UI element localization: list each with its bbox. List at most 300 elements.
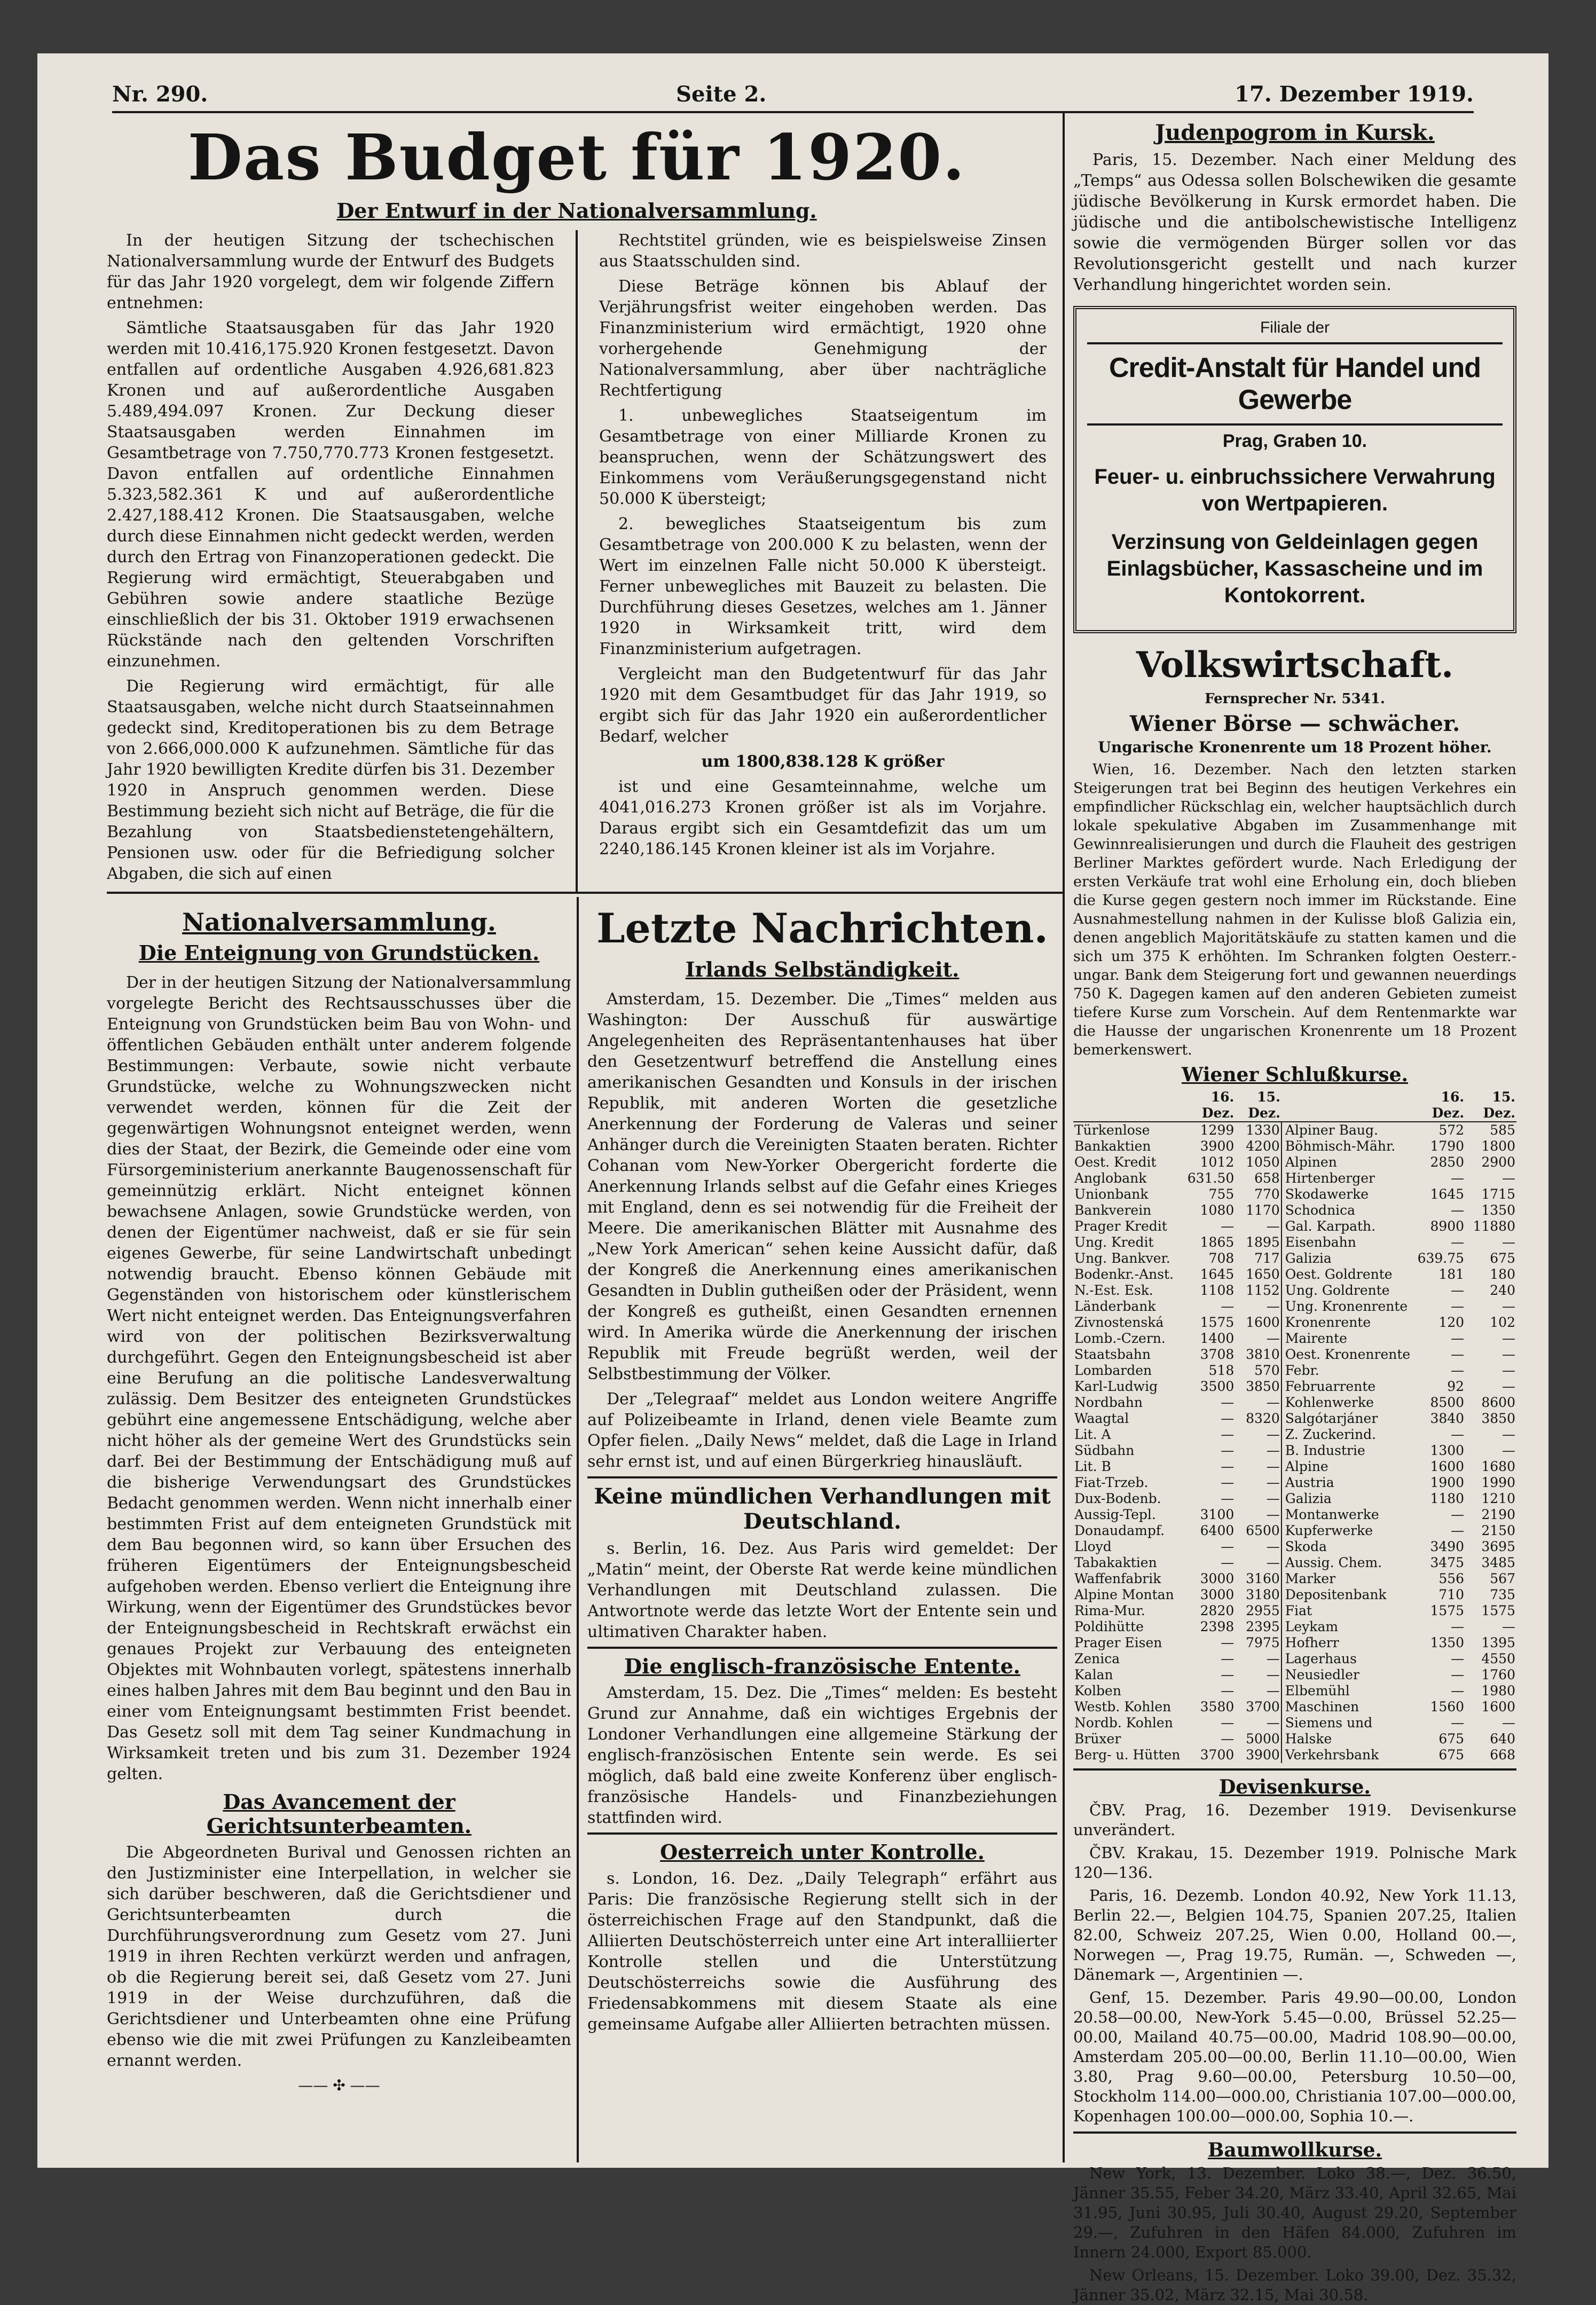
- kurse-value: 1210: [1481, 1491, 1515, 1506]
- kurse-header: 16. Dez.: [1181, 1089, 1235, 1122]
- kurse-value: 1400: [1200, 1331, 1235, 1346]
- kurse-value: —: [1502, 1619, 1515, 1634]
- kurse-row: [1073, 1667, 1516, 1683]
- kurse-value: —: [1266, 1459, 1280, 1474]
- kurse-name: Alpinen: [1285, 1154, 1337, 1170]
- kurse-value: 1575: [1200, 1315, 1235, 1330]
- kurse-row: [1073, 1266, 1516, 1283]
- kurse-value: 755: [1208, 1186, 1235, 1202]
- kurse-name: Ung. Bankver.: [1074, 1250, 1170, 1266]
- kurse-value: 1715: [1481, 1186, 1515, 1202]
- entente-para: Amsterdam, 15. Dez. Die „Times“ melden: Es besteht Grund zur Annahme, daß ein wichtiges Ergebnis der Londoner Verhandlungen eine allgemeine Stärkung der englisch-französischen Entente sein werde. Es sei möglich, daß bald eine zweite Konferenz über englisch-französische Handels- und Finanzbeziehungen stattfinden wird.: [587, 1683, 1057, 1827]
- page-number: Seite 2.: [676, 82, 767, 107]
- kurse-name: Hirtenberger: [1285, 1170, 1375, 1186]
- ornament-divider: —— ✣ ——: [298, 2076, 380, 2094]
- kurse-value: 3695: [1481, 1539, 1515, 1554]
- page-header: [112, 69, 1474, 113]
- kurse-value: 3160: [1246, 1571, 1280, 1586]
- kurse-value: —: [1221, 1395, 1235, 1410]
- budget-para: ist und eine Gesamteinnahme, welche um 4041,016.273 Kronen größer ist als im Vorjahre. Daraus ergibt sich ein Gesamtdefizit das um um 2240,186.145 Kronen kleiner ist als im Vorjahre.: [599, 777, 1047, 859]
- kurse-value: 1300: [1430, 1443, 1465, 1458]
- kurse-name: Leykam: [1285, 1619, 1339, 1634]
- kurse-name: Montanwerke: [1285, 1507, 1379, 1522]
- kurse-value: —: [1502, 1234, 1515, 1250]
- kurse-name: Waagtal: [1074, 1411, 1129, 1426]
- baum-para: New York, 13. Dezember. Loko 38.—, Dez. 36.50, Jänner 35.55, Feber 34.20, März 33.40, April 32.65, Mai 31.95, Juni 30.95, Juli 30.40, August 29.20, September 29.—, Zufuhren in den Häfen 84.000, Zufuhren im Innern 24.000, Export 85.000.: [1073, 2164, 1516, 2261]
- kurse-name: N.-Est. Esk.: [1074, 1283, 1153, 1298]
- keine-para: s. Berlin, 16. Dez. Aus Paris wird gemeldet: Der „Matin“ meint, der Oberste Rat werde keine mündlichen Verhandlungen mit Deutschland zulassen. Die Antwortnote werde das letzte Wort der Entente sein und ultimativen Charakter haben.: [587, 1539, 1057, 1641]
- kurse-value: 120: [1438, 1315, 1465, 1330]
- kurse-name: Gal. Karpath.: [1285, 1218, 1376, 1234]
- kurse-value: 3850: [1246, 1379, 1280, 1394]
- oesterreich-para: s. London, 16. Dez. „Daily Telegraph“ erfährt aus Paris: Die französische Regierung stellt sich in der österreichischen Frage auf den Standpunkt, daß die Alliierten Deutschösterreich unter eine Art interalliierter Kontrolle stellen und die Unterstützung Deutschösterreichs sowie die Ausführung des Friedensabkommens mit diesem Staate als eine gemeinsame Aufgabe aller Alliierten betrachten müssen.: [587, 1869, 1057, 2034]
- kurse-value: —: [1221, 1443, 1235, 1458]
- kurse-value: —: [1502, 1170, 1515, 1186]
- kurse-name: Z. Zuckerind.: [1285, 1427, 1377, 1442]
- kurse-name: Lombarden: [1074, 1363, 1152, 1378]
- kurse-value: 102: [1490, 1315, 1515, 1330]
- kurse-name: Schodnica: [1285, 1202, 1356, 1218]
- right-column: [1073, 115, 1516, 2304]
- kurse-name: Länderbank: [1074, 1299, 1156, 1314]
- kurse-value: 3490: [1430, 1539, 1465, 1554]
- kurse-value: —: [1266, 1651, 1280, 1666]
- kurse-name: Fiat-Trzeb.: [1074, 1475, 1149, 1490]
- kurse-row: [1073, 1651, 1516, 1667]
- kurse-value: 1645: [1430, 1186, 1465, 1202]
- kurse-value: —: [1451, 1299, 1465, 1314]
- kurse-value: 1990: [1481, 1475, 1515, 1490]
- kurse-value: —: [1451, 1619, 1465, 1634]
- devisen-para: ČBV. Prag, 16. Dezember 1919. Devisenkurse unverändert.: [1073, 1801, 1516, 1839]
- kurse-value: 567: [1490, 1571, 1515, 1586]
- kurse-row: [1073, 1459, 1516, 1475]
- kurse-row: [1073, 1315, 1516, 1331]
- kurse-name: Lagerhaus: [1285, 1651, 1357, 1666]
- kurse-header: 15. Dez.: [1465, 1089, 1516, 1122]
- kurse-header: 16. Dez.: [1411, 1089, 1465, 1122]
- kurse-value: 6500: [1246, 1523, 1280, 1538]
- kurse-value: —: [1451, 1651, 1465, 1666]
- kurse-name: Galizia: [1285, 1250, 1332, 1266]
- economy-phone: Fernsprecher Nr. 5341.: [1205, 691, 1385, 707]
- national-para: Der in der heutigen Sitzung der Nationalversammlung vorgelegte Bericht des Rechtsausschusses über die Enteignung von Grundstücken beim Bau von Wohn- und öffentlichen Gebäuden enthält unter anderem folgende Bestimmungen: Verbaute, sowie nicht verbaute Grundstücke, welche zu Wohnungszwecken nicht verwendet werden, können für die Zeit der gegenwärtigen Wohnungsnot enteignet werden, wenn dies der Staat, der Bezirk, die Gemeinde oder eine vom Fürsorgeministerium anerkannte Baugenossenschaft für gemeinnützig erklärt. Nicht enteignet können bewachsene Anlagen, sowie Grundstücke werden, von denen der Eigentümer nachweist, daß er sie für sein eigenes Gewerbe, für seine Landwirtschaft unbedingt notwendig braucht. Ebenso können Gebäude mit Gegenständen von historischem oder künstlerischem Wert nicht enteignet werden. Das Enteignungsverfahren wird von der politischen Bezirksverwaltung durchgeführt. Gegen den Enteignungsbescheid ist aber eine Berufung an die politische Landesverwaltung zulässig. Dem Besitzer des enteigneten Grundstückes gebührt eine angemessene Entschädigung, welche aber nicht höher als der gemeine Wert des Grundstücks sein darf. Bei der Bestimmung der Entschädigung muß auf die bisherige Verwendungsart des Grundstückes Bedacht genommen werden. Wenn nicht innerhalb einer bestimmten Frist auf dem enteigneten Grundstück mit dem Bau begonnen wird, so kann über Ersuchen des früheren Eigentümers der Enteignungsbescheid aufgehoben werden. Ebenso verliert die Enteignung ihre Wirkung, wenn der Eigentümer des Grundstückes bevor der Enteignungsbescheid in Rechtskraft erwächst ein genaues Projekt zur Verbauung des enteigneten Objektes mit Wohnbauten vorlegt, spätestens innerhalb eines halben Jahres mit dem Bau beginnt und den Bau in einer vom Enteignungsamt bestimmten Frist beendet. Das Gesetz soll mit dem Tag seiner Kundmachung in Wirksamkeit treten und bis zum 31. Dezember 1924 gelten.: [107, 973, 571, 1783]
- budget-title: Das Budget für 1920.: [187, 120, 966, 194]
- kurse-row: [1073, 1731, 1516, 1747]
- boerse-subtitle: Ungarische Kronenrente um 18 Prozent höher.: [1098, 738, 1492, 756]
- kurse-value: 3000: [1200, 1571, 1235, 1586]
- kurse-name: Oest. Kronenrente: [1285, 1347, 1411, 1362]
- kurse-name: Maschinen: [1285, 1699, 1359, 1714]
- kurse-row: [1073, 1571, 1516, 1587]
- kurse-name: Staatsbahn: [1074, 1347, 1151, 1362]
- kurse-name: Tabakaktien: [1074, 1555, 1157, 1570]
- kurse-name: Lit. A: [1074, 1427, 1111, 1442]
- kurse-header-row: [1073, 1089, 1516, 1122]
- kurse-name: Anglobank: [1074, 1170, 1147, 1186]
- kurse-value: 3475: [1430, 1555, 1465, 1570]
- kurse-value: 3500: [1200, 1379, 1235, 1394]
- ad-address: Prag, Graben 10.: [1222, 431, 1367, 451]
- kurse-value: 1680: [1481, 1459, 1515, 1474]
- kurse-value: —: [1266, 1555, 1280, 1570]
- kurse-value: —: [1266, 1395, 1280, 1410]
- ad-line-1: Feuer- u. einbruchssichere Verwahrung von Wertpapieren.: [1094, 465, 1496, 515]
- kurse-name: Zenica: [1074, 1651, 1120, 1666]
- kurse-row: [1073, 1507, 1516, 1523]
- budget-highlight: um 1800,838.128 K größer: [701, 752, 945, 771]
- kurse-value: —: [1266, 1443, 1280, 1458]
- budget-subtitle: Der Entwurf in der Nationalversammlung.: [336, 199, 817, 223]
- kurse-value: 4550: [1481, 1651, 1515, 1666]
- kurse-value: 3850: [1481, 1411, 1515, 1426]
- kurse-name: Dux-Bodenb.: [1074, 1491, 1161, 1506]
- kurse-value: —: [1502, 1443, 1515, 1458]
- kurse-row: [1073, 1363, 1516, 1379]
- kurse-name: Eisenbahn: [1285, 1234, 1356, 1250]
- kurse-value: 1350: [1481, 1202, 1515, 1218]
- kurse-value: 708: [1208, 1250, 1235, 1266]
- budget-para: Die Regierung wird ermächtigt, für alle Staatsausgaben, welche nicht durch Staatseinnahmen gedeckt sind, Kreditoperationen bis zu dem Betrage von 2.666,000.000 K aufzunehmen. Sämtliche für das Jahr 1920 bewilligten Kredite dürfen bis 31. Dezember 1920 in Anspruch genommen werden. Diese Bestimmung bezieht sich nicht auf Beträge, die für die Bezahlung von Staatsbedienstetengehältern, Pensionen usw. oder für die Befriedigung solcher Abgaben, die sich auf einen: [107, 677, 554, 883]
- irland-para: Der „Telegraaf“ meldet aus London weitere Angriffe auf Polizeibeamte in Irland, denen viele Beamte zum Opfer fielen. „Daily News“ meldet, daß die Lage in Irland sehr ernst ist, und auf einen Bürgerkrieg hinausläuft.: [587, 1390, 1057, 1471]
- kurse-table: [1073, 1089, 1516, 1763]
- kurse-value: —: [1502, 1347, 1515, 1362]
- kurse-name: Elbemühl: [1285, 1683, 1350, 1698]
- kurse-value: 3900: [1246, 1747, 1280, 1763]
- kurse-value: 675: [1438, 1747, 1465, 1763]
- kurse-name: Nordbahn: [1074, 1395, 1143, 1410]
- issue-number: Nr. 290.: [112, 82, 208, 107]
- kurse-value: 3840: [1430, 1411, 1465, 1426]
- kurse-value: —: [1266, 1218, 1280, 1234]
- kurse-row: [1073, 1170, 1516, 1186]
- kurse-value: 572: [1438, 1122, 1465, 1138]
- kurse-value: 1560: [1430, 1699, 1465, 1714]
- kurse-value: 1170: [1246, 1202, 1280, 1218]
- kurse-row: [1073, 1395, 1516, 1411]
- kurse-row: [1073, 1491, 1516, 1507]
- devisen-title: Devisenkurse.: [1219, 1776, 1371, 1798]
- budget-article: [107, 115, 1047, 889]
- kurse-value: 1012: [1200, 1154, 1235, 1170]
- kurse-value: 1650: [1246, 1266, 1280, 1282]
- irland-para: Amsterdam, 15. Dezember. Die „Times“ melden aus Washington: Der Ausschuß für auswärtige Angelegenheiten des Repräsentantenhauses hat über den Gesetzentwurf betreffend die Anstellung eines amerikanischen Gesandten und Konsuls in der irischen Republik, mit anderen Worten die gesetzliche Anerkennung der Forderung de Valeras und seiner Anhänger durch die Vereinigten Staaten beraten. Richter Cohanan vom New-Yorker Obergericht forderte die Anerkennung Irlands selbst auf die Gefahr eines Krieges mit England, denn es sei notwendig für die Freiheit der Meere. Die amerikanischen Blätter mit Ausnahme des „New York American“ sehen keine Aussicht dafür, daß der Kongreß die Anerkennung eines amerikanischen Gesandten in Dublin gutheißen oder der Präsident, wenn der Kongreß es gutheißt, einen Gesandten ernennen wird. In Amerika würde die Anerkennung der irischen Republik mit Freude begrüßt werden, weil der Selbstbestimmung der Völker.: [587, 990, 1057, 1383]
- kurse-row: [1073, 1747, 1516, 1763]
- kurse-value: —: [1502, 1379, 1515, 1394]
- kurse-value: —: [1502, 1715, 1515, 1730]
- kurse-row: [1073, 1411, 1516, 1427]
- pogrom-title: Judenpogrom in Kursk.: [1155, 120, 1435, 145]
- advance-title: Das Avancement der Gerichtsunterbeamten.: [207, 1790, 471, 1838]
- kurse-value: 3485: [1481, 1555, 1515, 1570]
- kurse-value: 1895: [1246, 1234, 1280, 1250]
- kurse-name: Alpine: [1285, 1459, 1328, 1474]
- kurse-value: —: [1221, 1715, 1235, 1730]
- kurse-value: —: [1266, 1475, 1280, 1490]
- kurse-value: 7975: [1246, 1635, 1280, 1650]
- kurse-value: 1645: [1200, 1266, 1235, 1282]
- kurse-value: —: [1221, 1635, 1235, 1650]
- kurse-name: Rima-Mur.: [1074, 1603, 1145, 1618]
- kurse-value: 2150: [1481, 1523, 1515, 1538]
- kurse-row: [1073, 1699, 1516, 1715]
- kurse-row: [1073, 1331, 1516, 1347]
- kurse-row: [1073, 1555, 1516, 1571]
- kurse-value: 1790: [1430, 1138, 1465, 1154]
- kurse-value: 2955: [1246, 1603, 1280, 1618]
- kurse-value: 1299: [1200, 1122, 1235, 1138]
- kurse-value: —: [1221, 1667, 1235, 1682]
- kurse-header: 15. Dez.: [1235, 1089, 1281, 1122]
- kurse-value: 556: [1438, 1571, 1465, 1586]
- kurse-value: —: [1451, 1507, 1465, 1522]
- oesterreich-title: Oesterreich unter Kontrolle.: [660, 1840, 985, 1864]
- kurse-value: —: [1221, 1459, 1235, 1474]
- budget-para: Vergleicht man den Budgetentwurf für das Jahr 1920 mit dem Gesamtbudget für das Jahr 1919, so ergibt sich für das Jahr 1920 ein außerordentlicher Bedarf, welcher: [599, 665, 1047, 746]
- kurse-value: 180: [1490, 1266, 1515, 1282]
- kurse-row: [1073, 1218, 1516, 1234]
- kurse-value: —: [1451, 1347, 1465, 1362]
- kurse-value: 1900: [1430, 1475, 1465, 1490]
- kurse-name: Poldihütte: [1074, 1619, 1144, 1634]
- kurse-value: 181: [1438, 1266, 1465, 1282]
- kurse-name: Neusiedler: [1285, 1667, 1359, 1682]
- kurse-value: 1152: [1246, 1283, 1280, 1298]
- kurse-value: —: [1221, 1731, 1235, 1747]
- pogrom-para: Paris, 15. Dezember. Nach einer Meldung des „Temps“ aus Odessa sollen Bolschewiken die gesamte jüdische Bevölkerung in Kursk ermordet haben. Die jüdische und die antibolschewistische Intelligenz sowie die vermögenden Bürger sollen vor das Revolutionsgericht gestellt und nach kurzer Verhandlung hingerichtet worden sein.: [1073, 151, 1516, 294]
- kurse-row: [1073, 1347, 1516, 1363]
- kurse-row: [1073, 1587, 1516, 1603]
- kurse-row: [1073, 1202, 1516, 1218]
- kurse-row: [1073, 1539, 1516, 1555]
- kurse-value: 11880: [1473, 1218, 1515, 1234]
- ad-bank-name: Credit-Anstalt für Handel und Gewerbe: [1087, 342, 1503, 426]
- kurse-value: 4200: [1246, 1138, 1280, 1154]
- boerse-para: Wien, 16. Dezember. Nach den letzten starken Steigerungen trat bei Beginn des heutigen Verkehres ein empfindlicher Rückschlag ein, welcher hauptsächlich durch lokale spekulative Abgaben im Zusammenhange mit Gewinnrealisierungen und durch die Flauheit des gestrigen Berliner Marktes gefördert wurde. Nach Erledigung der ersten Verkäufe trat wohl eine Erholung ein, doch blieben die Kurse gegen gestern noch immer im Rückstande. Eine Ausnahmestellung nahmen in der Kulisse bloß Galizia ein, denen angeblich Majoritätskäufe zu statten kamen und die sich um 375 K erhöhten. Im Schranken folgten Oesterr.-ungar. Bank dem Steigerung fort und gewannen neuerdings 750 K. Dagegen kamen auf den anderen Gebieten zumeist tiefere Kurse zum Vorschein. Auf dem Rentenmarkte war die Hausse der ungarischen Kronenrente um 18 Prozent bemerkenswert.: [1073, 761, 1516, 1058]
- kurse-row: [1073, 1427, 1516, 1443]
- kurse-title: Wiener Schlußkurse.: [1181, 1064, 1409, 1086]
- kurse-value: 570: [1254, 1363, 1280, 1378]
- national-subtitle: Die Enteignung von Grundstücken.: [138, 941, 540, 965]
- kurse-row: [1073, 1250, 1516, 1266]
- kurse-value: —: [1266, 1507, 1280, 1522]
- baum-para: New Orleans, 15. Dezember. Loko 39.00, Dez. 35.32, Jänner 35.02, März 32.15, Mai 30.58.: [1073, 2266, 1516, 2304]
- kurse-value: 3100: [1200, 1507, 1235, 1522]
- devisen-para: ČBV. Krakau, 15. Dezember 1919. Polnische Mark 120—136.: [1073, 1844, 1516, 1882]
- kurse-value: 518: [1208, 1363, 1235, 1378]
- baum-section: [1073, 2164, 1516, 2305]
- kurse-row: [1073, 1523, 1516, 1539]
- budget-col-1: [107, 230, 554, 888]
- news-column: [587, 902, 1057, 2162]
- kurse-value: 3708: [1200, 1347, 1235, 1362]
- kurse-name: Salgótarjáner: [1285, 1411, 1378, 1426]
- budget-col-2: [599, 230, 1047, 888]
- kurse-name: Waffenfabrik: [1074, 1571, 1161, 1586]
- devisen-para: Genf, 15. Dezember. Paris 49.90—00.00, London 20.58—00.00, New-York 5.45—0.00, Brüssel 52.25—00.00, Mailand 40.75—00.00, Madrid 108.90—00.00, Amsterdam 205.00—00.00, Berlin 11.10—00.00, Wien 3.80, Prag 9.60—00.00, Petersburg 10.50—00, Stockholm 114.00—000.00, Christiania 107.00—000.00, Kopenhagen 100.00—000.00, Sophia 10.—.: [1073, 1988, 1516, 2125]
- kurse-value: 3580: [1200, 1699, 1235, 1714]
- kurse-value: —: [1221, 1555, 1235, 1570]
- kurse-value: —: [1266, 1331, 1280, 1346]
- kurse-value: 240: [1490, 1283, 1515, 1298]
- national-article: [107, 902, 571, 2162]
- kurse-row: [1073, 1234, 1516, 1250]
- kurse-value: —: [1451, 1683, 1465, 1698]
- kurse-value: 639.75: [1417, 1250, 1465, 1266]
- kurse-name: Südbahn: [1074, 1443, 1135, 1458]
- kurse-value: 3810: [1246, 1347, 1280, 1362]
- kurse-value: —: [1451, 1331, 1465, 1346]
- kurse-name: Unionbank: [1074, 1186, 1149, 1202]
- kurse-value: 1050: [1246, 1154, 1280, 1170]
- kurse-value: —: [1266, 1667, 1280, 1682]
- kurse-value: 1080: [1200, 1202, 1235, 1218]
- budget-para: Rechtstitel gründen, wie es beispielsweise Zinsen aus Staatsschulden sind.: [599, 231, 1047, 271]
- kurse-name: Mairente: [1285, 1331, 1347, 1346]
- kurse-row: [1073, 1299, 1516, 1315]
- kurse-name: Kohlenwerke: [1285, 1395, 1374, 1410]
- issue-date: 17. Dezember 1919.: [1235, 82, 1474, 107]
- kurse-name: Alpiner Baug.: [1285, 1122, 1378, 1138]
- kurse-row: [1073, 1683, 1516, 1699]
- kurse-value: —: [1502, 1363, 1515, 1378]
- kurse-value: 2190: [1481, 1507, 1515, 1522]
- kurse-name: Prager Eisen: [1074, 1635, 1162, 1650]
- kurse-value: —: [1451, 1715, 1465, 1730]
- kurse-value: 658: [1254, 1170, 1280, 1186]
- kurse-name: Ung. Kronenrente: [1285, 1299, 1408, 1314]
- national-title: Nationalversammlung.: [182, 908, 496, 937]
- kurse-value: —: [1221, 1218, 1235, 1234]
- kurse-row: [1073, 1475, 1516, 1491]
- kurse-name: Lit. B: [1074, 1459, 1111, 1474]
- kurse-value: —: [1266, 1683, 1280, 1698]
- kurse-value: 5000: [1246, 1731, 1280, 1747]
- kurse-name: Februarrente: [1285, 1379, 1376, 1394]
- kurse-value: —: [1451, 1523, 1465, 1538]
- kurse-name: Bodenkr.-Anst.: [1074, 1266, 1174, 1282]
- kurse-value: 640: [1490, 1731, 1515, 1747]
- kurse-value: 1180: [1430, 1491, 1465, 1506]
- irland-title: Irlands Selbständigkeit.: [685, 957, 960, 981]
- kurse-value: 8600: [1481, 1395, 1515, 1410]
- kurse-name: Galizia: [1285, 1491, 1332, 1506]
- kurse-value: —: [1221, 1475, 1235, 1490]
- kurse-value: 1108: [1200, 1283, 1235, 1298]
- kurse-name: Lomb.-Czern.: [1074, 1331, 1166, 1346]
- kurse-name: Brüxer: [1074, 1731, 1121, 1747]
- kurse-value: 1330: [1246, 1122, 1280, 1138]
- kurse-name: Verkehrsbank: [1285, 1747, 1379, 1763]
- kurse-name: Depositenbank: [1285, 1587, 1387, 1602]
- kurse-name: Karl-Ludwig: [1074, 1379, 1158, 1394]
- devisen-section: [1073, 1800, 1516, 2126]
- kurse-name: Febr.: [1285, 1363, 1319, 1378]
- kurse-value: 2398: [1200, 1619, 1235, 1634]
- kurse-value: 1800: [1481, 1138, 1515, 1154]
- kurse-value: —: [1451, 1170, 1465, 1186]
- kurse-value: —: [1266, 1715, 1280, 1730]
- budget-para: Diese Beträge können bis Ablauf der Verjährungsfrist weiter eingehoben werden. Das Finanzministerium wird ermächtigt, 1920 ohne vorhergehende Genehmigung der Nationalversammlung, aber über nachträgliche Rechtfertigung: [599, 277, 1047, 400]
- kurse-name: Aussig. Chem.: [1285, 1555, 1382, 1570]
- kurse-name: Bankverein: [1074, 1202, 1152, 1218]
- kurse-value: —: [1451, 1283, 1465, 1298]
- advance-para: Die Abgeordneten Burival und Genossen richten an den Justizminister eine Interpellation, in welcher sie sich darüber beschweren, daß die Gerichtsdiener und Gerichtsunterbeamten durch die Durchführungsverordnung zum Gesetz vom 27. Juni 1919 in ihren Rechten verkürzt werden und anfragen, ob die Regierung bereit sei, daß Gesetz vom 27. Juni 1919 in der Weise durchzuführen, daß die Gerichtsdiener und Unterbeamten ohne eine Prüfung ebenso wie die mit zwei Prüfungen zu Kanzleibeamten ernannt werden.: [107, 1843, 571, 2070]
- kurse-value: 710: [1438, 1587, 1465, 1602]
- kurse-name: Kupferwerke: [1285, 1523, 1373, 1538]
- kurse-name: Oest. Kredit: [1074, 1154, 1157, 1170]
- kurse-value: 2820: [1200, 1603, 1235, 1618]
- kurse-value: 8320: [1246, 1411, 1280, 1426]
- kurse-value: 668: [1490, 1747, 1515, 1763]
- kurse-value: 3700: [1246, 1699, 1280, 1714]
- budget-para: 1. unbewegliches Staatseigentum im Gesamtbetrage von einer Milliarde Kronen zu beanspruchen, wenn der Schätzungswert des Einkommens vom Veräußerungsgegenstand nicht 50.000 K übersteigt;: [599, 406, 1047, 508]
- kurse-row: [1073, 1122, 1516, 1138]
- ad-line-2: Verzinsung von Geldeinlagen gegen Einlagsbücher, Kassascheine und im Kontokorrent.: [1106, 530, 1483, 607]
- kurse-value: —: [1502, 1331, 1515, 1346]
- kurse-value: 675: [1438, 1731, 1465, 1747]
- kurse-value: 735: [1490, 1587, 1515, 1602]
- kurse-value: —: [1451, 1667, 1465, 1682]
- kurse-value: 92: [1447, 1379, 1465, 1394]
- kurse-name: Oest. Goldrente: [1285, 1266, 1393, 1282]
- kurse-name: Böhmisch-Mähr.: [1285, 1138, 1396, 1154]
- kurse-value: 1395: [1481, 1635, 1515, 1650]
- kurse-value: —: [1221, 1411, 1235, 1426]
- kurse-row: [1073, 1443, 1516, 1459]
- kurse-value: 3700: [1200, 1747, 1235, 1763]
- kurse-value: —: [1502, 1299, 1515, 1314]
- kurse-name: Alpine Montan: [1074, 1587, 1174, 1602]
- kurse-value: —: [1451, 1363, 1465, 1378]
- kurse-value: —: [1451, 1234, 1465, 1250]
- kurse-name: Berg- u. Hütten: [1074, 1747, 1181, 1763]
- kurse-value: —: [1221, 1539, 1235, 1554]
- kurse-name: Kolben: [1074, 1683, 1121, 1698]
- kurse-row: [1073, 1138, 1516, 1154]
- kurse-value: 770: [1254, 1186, 1280, 1202]
- kurse-value: 1600: [1246, 1315, 1280, 1330]
- kurse-name: Kalan: [1074, 1667, 1113, 1682]
- kurse-value: 2900: [1481, 1154, 1515, 1170]
- kurse-value: —: [1221, 1491, 1235, 1506]
- kurse-value: 1575: [1481, 1603, 1515, 1618]
- kurse-value: —: [1266, 1539, 1280, 1554]
- devisen-para: Paris, 16. Dezemb. London 40.92, New York 11.13, Berlin 22.—, Belgien 104.75, Spanien 207.25, Italien 82.00, Schweiz 207.25, Wien 0.00, Holland 00.—, Norwegen —, Prag 19.75, Rumän. —, Schweden —, Dänemark —, Argentinien —.: [1073, 1886, 1516, 1984]
- kurse-name: Kronenrente: [1285, 1315, 1371, 1330]
- kurse-name: Prager Kredit: [1074, 1218, 1167, 1234]
- kurse-row: [1073, 1619, 1516, 1635]
- kurse-row: [1073, 1186, 1516, 1202]
- kurse-value: —: [1221, 1683, 1235, 1698]
- kurse-name: Skoda: [1285, 1539, 1327, 1554]
- kurse-value: —: [1221, 1299, 1235, 1314]
- entente-title: Die englisch-französische Entente.: [624, 1654, 1020, 1678]
- kurse-value: 2850: [1430, 1154, 1465, 1170]
- keine-title: Keine mündlichen Verhandlungen mit Deutschland.: [594, 1484, 1051, 1534]
- kurse-name: Marker: [1285, 1571, 1336, 1586]
- kurse-row: [1073, 1715, 1516, 1731]
- kurse-name: Ung. Kredit: [1074, 1234, 1154, 1250]
- kurse-value: 2395: [1246, 1619, 1280, 1634]
- kurse-name: Westb. Kohlen: [1074, 1699, 1172, 1714]
- kurse-row: [1073, 1154, 1516, 1170]
- kurse-name: Ung. Goldrente: [1285, 1283, 1390, 1298]
- budget-para: Sämtliche Staatsausgaben für das Jahr 1920 werden mit 10.416,175.920 Kronen festgesetzt. Davon entfallen auf ordentliche Ausgaben 4.926,681.823 Kronen und auf außerordentliche Ausgaben 5.489,494.097 Kronen. Zur Deckung dieser Staatsausgaben werden Einnahmen im Gesamtbetrage von 7.750,770.773 Kronen festgesetzt. Davon entfallen auf ordentliche Einnahmen 5.323,582.361 K und auf außerordentliche 2.427,188.412 Kronen. Die Staatsausgaben, welche durch diese Einnahmen nicht gedeckt werden, werden durch den Ertrag von Finanzoperationen gedeckt. Die Regierung wird ermächtigt, Steuerabgaben und Gebühren sowie andere staatliche Bezüge einschließlich der bis 31. Oktober 1919 erwachsenen Rückstände nach den geltenden Vorschriften einzunehmen.: [107, 319, 554, 671]
- kurse-name: Skodawerke: [1285, 1186, 1369, 1202]
- kurse-name: Austria: [1285, 1475, 1334, 1490]
- news-title: Letzte Nachrichten.: [596, 904, 1048, 952]
